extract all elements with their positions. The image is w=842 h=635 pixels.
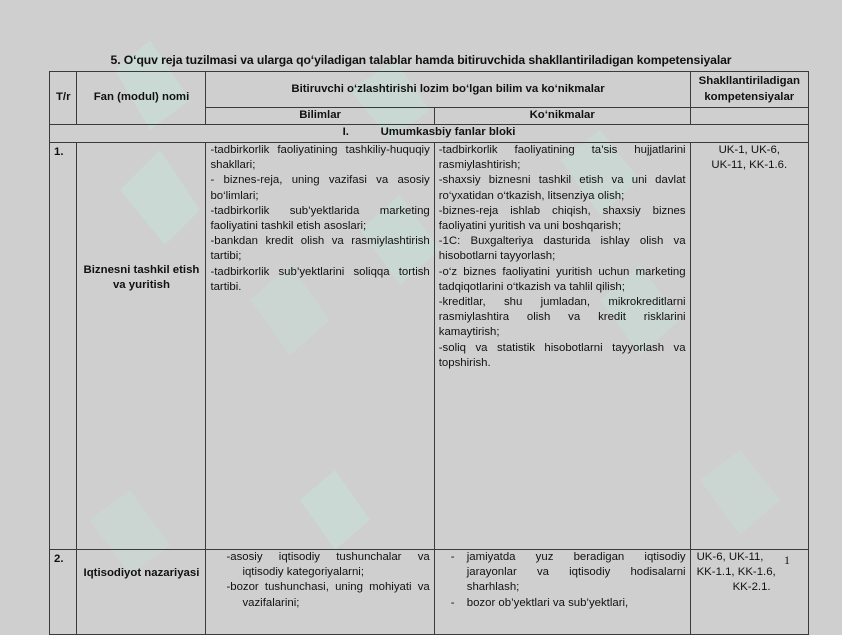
- knowledge-item: -bankdan kredit olish va rasmiylashtirish tartibi;: [210, 235, 430, 263]
- knowledge-item: -tadbirkorlik faoliyatining tashkiliy-huquqiy shakllari;: [210, 144, 430, 172]
- skill-item: -shaxsiy biznesni tashkil etish va uni davlat ro‘yxatidan o‘tkazish, litsenziya olish;: [438, 174, 686, 202]
- knowledge-cell: [206, 143, 434, 550]
- competencies-cell: [690, 550, 808, 635]
- skills-cell: [434, 550, 690, 635]
- row-number: 1.: [50, 143, 77, 550]
- header-bilimlar: Bilimlar: [206, 108, 434, 125]
- section-title: Umumkasbiy fanlar bloki: [380, 126, 516, 138]
- subject-name: Iqtisodiyot nazariyasi: [77, 550, 206, 635]
- skill-item: -biznes-reja ishlab chiqish, shaxsiy biznes faoliyatini yuritish va uni boshqarish;: [438, 204, 686, 233]
- header-shakl: Shakllantiriladigan kompetensiyalar: [690, 72, 808, 108]
- competency-line: KK-1.1, KK-1.6,: [696, 566, 776, 579]
- knowledge-item: -bozor tushunchasi, uning mohiyati va vazifalarini;: [226, 581, 430, 609]
- competency-line: UK-6, UK-11,: [696, 551, 764, 563]
- skill-item: -soliq va statistik hisobotlarni tayyorlash va topshirish.: [438, 341, 686, 369]
- knowledge-item: -tadbirkorlik sub’yektlarini soliqqa tortish tartibi.: [210, 265, 430, 293]
- knowledge-item: -asosiy iqtisodiy tushunchalar va iqtisodiy kategoriyalarni;: [226, 551, 430, 579]
- skill-item: -1C: Buxgalteriya dasturida ishlay olish va hisobotlarni tayyorlash;: [438, 235, 686, 263]
- list-dash: -: [450, 596, 455, 609]
- knowledge-item: -tadbirkorlik sub’yektlarida marketing faoliyatini tashkil etish asoslari;: [210, 204, 430, 233]
- header-bitiruvchi: Bitiruvchi o‘zlashtirishi lozim bo‘lgan bilim va ko‘nikmalar: [206, 72, 690, 108]
- document-title: 5. O‘quv reja tuzilmasi va ularga qo‘yiladigan talablar hamda bitiruvchida shakllantiriladigan kompetensiyalar: [110, 53, 732, 67]
- row-number: 2.: [50, 550, 77, 635]
- header-empty: [690, 108, 808, 125]
- header-tr: T/r: [50, 72, 77, 125]
- list-dash: -: [450, 551, 455, 563]
- competency-line: UK-11, KK-1.6.: [711, 159, 788, 172]
- table-row: [50, 143, 809, 550]
- header-fan: Fan (modul) nomi: [77, 72, 206, 125]
- curriculum-table: [49, 71, 809, 635]
- skill-item: - jamiyatda yuz beradigan iqtisodiy jarayonlar va iqtisodiy hodisalarni sharhlash;: [450, 551, 686, 594]
- table-row: [50, 550, 809, 635]
- skills-cell: [434, 143, 690, 550]
- competency-line: UK-1, UK-6,: [718, 144, 780, 156]
- skill-item: -kreditlar, shu jumladan, mikrokreditlarni rasmiylashtira olish va kredit risklarini kamaytirish;: [438, 296, 686, 339]
- header-konikmalar: Ko‘nikmalar: [434, 108, 690, 125]
- competencies-cell: [690, 143, 808, 550]
- section-heading: [50, 125, 809, 143]
- subject-name: Biznesni tashkil etish va yuritish: [77, 143, 206, 550]
- skill-item: -o‘z biznes faoliyatini yuritish uchun marketing tadqiqotlarini o‘tkazish va tahlil qilish;: [438, 265, 686, 293]
- skill-item: - bozor ob’yektlari va sub’yektlari,: [439, 596, 686, 611]
- knowledge-item: - biznes-reja, uning vazifasi va asosiy bo‘limlari;: [210, 174, 430, 202]
- page-number: 1: [784, 553, 790, 567]
- competency-line: KK-2.1.: [732, 581, 771, 594]
- skill-item: -tadbirkorlik faoliyatining ta’sis hujjatlarini rasmiylashtirish;: [438, 144, 686, 172]
- knowledge-cell: [206, 550, 434, 635]
- section-number: I.: [342, 126, 349, 138]
